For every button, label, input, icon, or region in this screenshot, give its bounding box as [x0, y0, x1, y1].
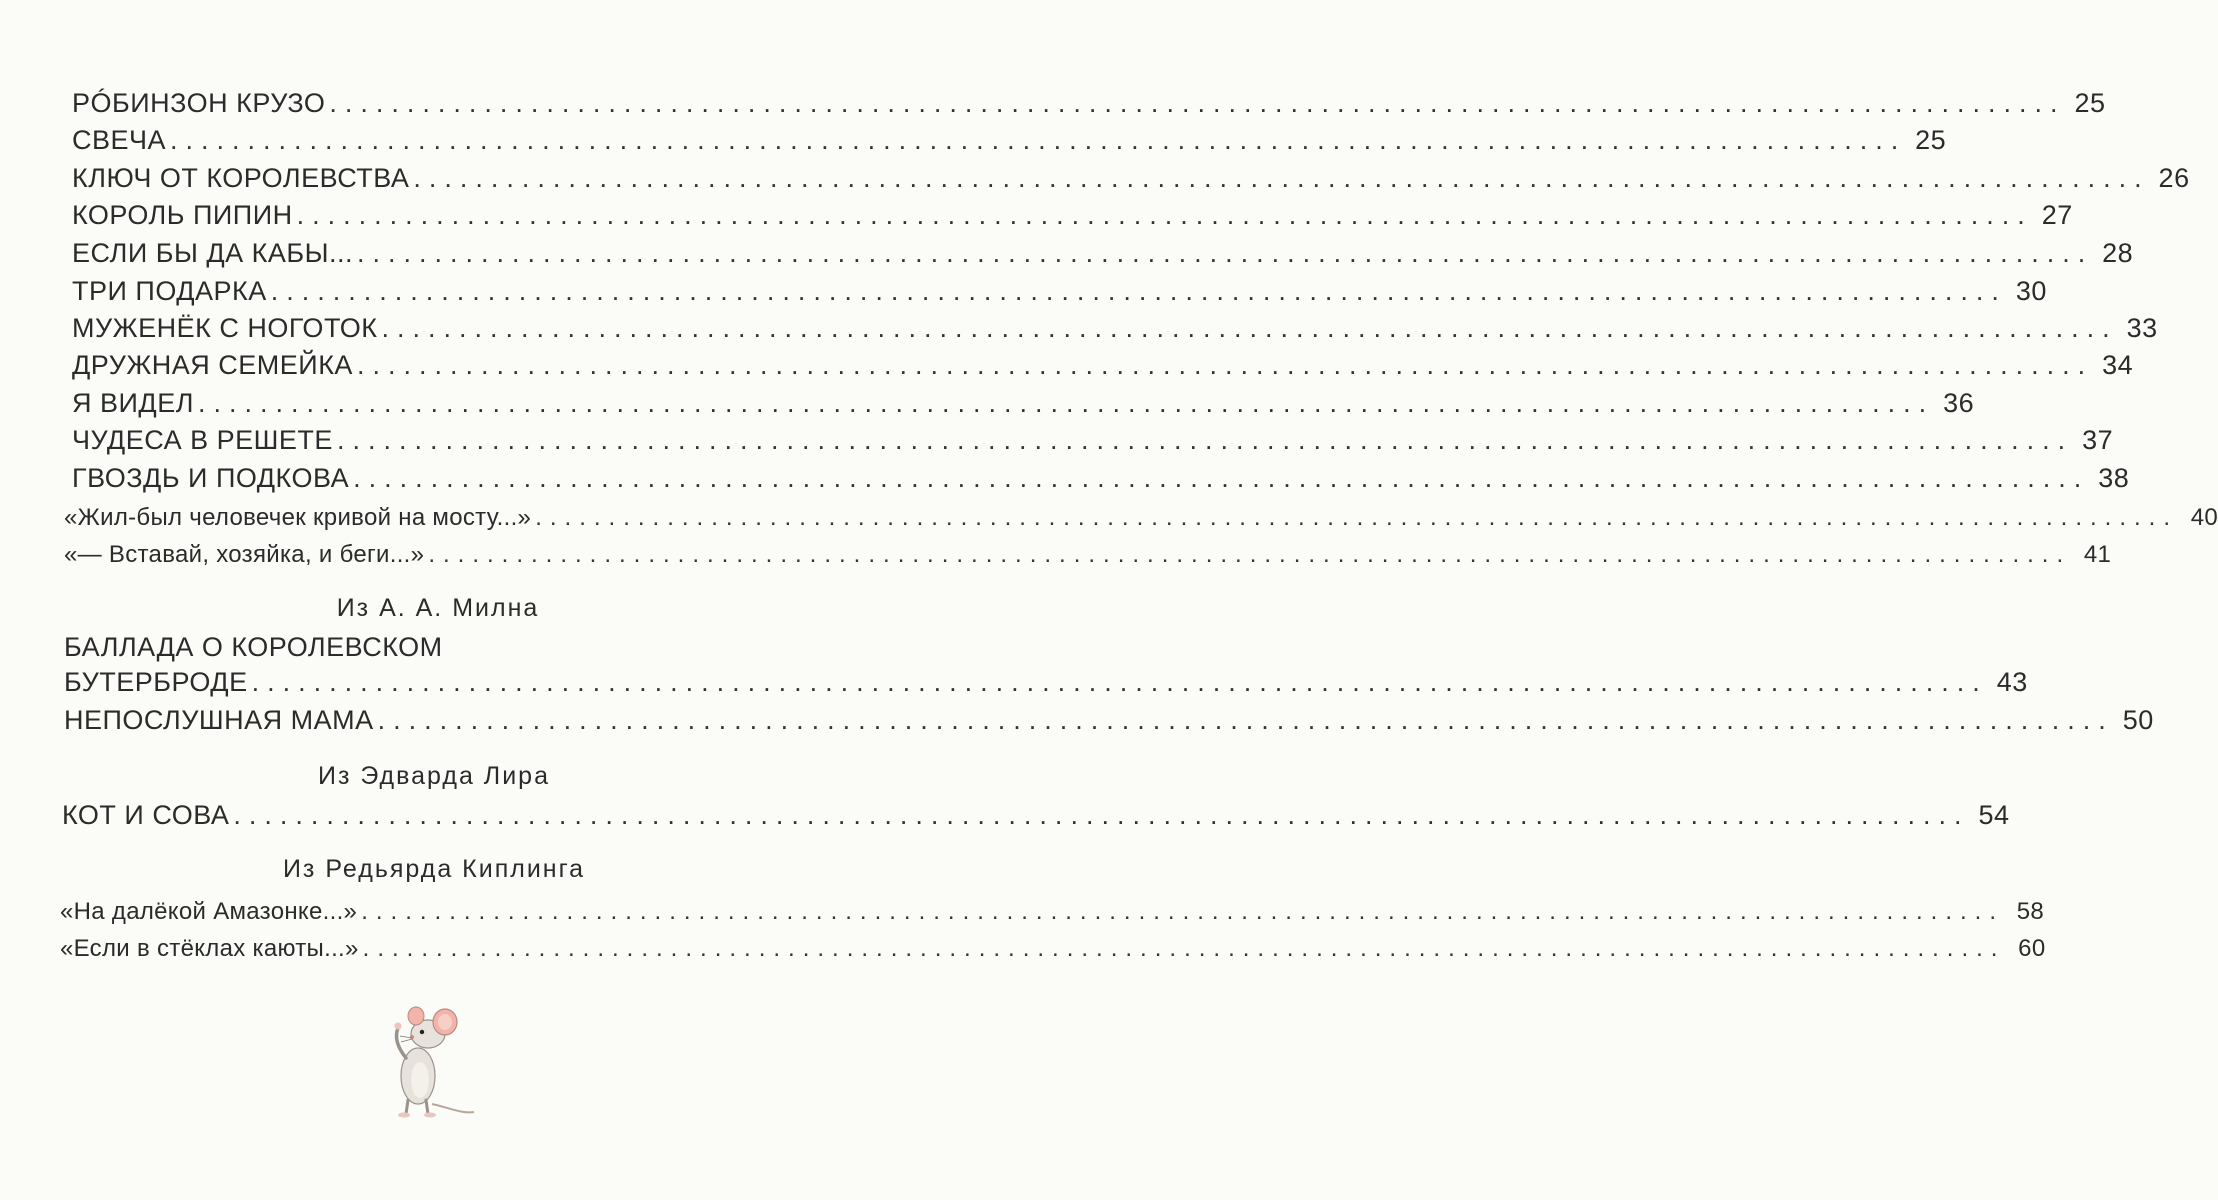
toc-entry-page: 38 — [2098, 463, 2130, 493]
toc-entry-title: КОТ И СОВА — [62, 800, 230, 830]
toc-entry-title: ЕСЛИ БЫ ДА КАБЫ... — [72, 238, 354, 268]
toc-entry-title: ТРИ ПОДАРКА — [72, 276, 267, 306]
dot-leader: ................................................................................................................ — [357, 238, 2094, 268]
toc-entry-title: НЕПОСЛУШНАЯ МАМА — [64, 705, 374, 735]
dot-leader: ................................................................................................................ — [270, 276, 2007, 306]
toc-entry — [60, 898, 2044, 926]
toc-entry-title: БУТЕРБРОДЕ — [64, 667, 248, 697]
toc-entry-title: ЧУДЕСА В РЕШЕТЕ — [72, 425, 333, 455]
dot-leader: ................................................................................................................ — [428, 541, 2072, 568]
dot-leader: ................................................................................................................ — [329, 88, 2066, 118]
toc-entry-page: 37 — [2082, 425, 2114, 455]
mouse-illustration — [370, 996, 480, 1121]
section-heading-lear: Из Эдварда Лира — [318, 762, 550, 790]
dot-leader: ................................................................................................................ — [336, 425, 2074, 455]
toc-entry-page: 28 — [2102, 238, 2134, 268]
dot-leader: ................................................................................................................ — [535, 504, 2179, 531]
toc-entry-page: 25 — [1915, 125, 1947, 155]
toc-entry — [72, 425, 2114, 456]
toc-entry-page: 33 — [2126, 313, 2158, 343]
toc-entry-title: ГВОЗДЬ И ПОДКОВА — [72, 463, 350, 493]
dot-leader: ................................................................................................................ — [361, 898, 2004, 925]
toc-entry-title: МУЖЕНЁК С НОГОТОК — [72, 313, 378, 343]
toc-entry — [72, 463, 2130, 494]
toc-entry — [72, 163, 2190, 194]
toc-entry-page: 30 — [2015, 276, 2047, 306]
dot-leader: ................................................................................................................ — [413, 163, 2150, 193]
toc-entry-title: «Если в стёклах каюты...» — [60, 935, 359, 962]
toc-entry — [64, 705, 2154, 736]
toc-entry-title: КОРОЛЬ ПИПИН — [72, 200, 293, 230]
toc-entry-title: КЛЮЧ ОТ КОРОЛЕВСТВА — [72, 163, 410, 193]
toc-entry-title: ДРУЖНАЯ СЕМЕЙКА — [72, 350, 353, 380]
dot-leader: ................................................................................................................ — [251, 667, 1988, 697]
dot-leader: ................................................................................................................ — [197, 388, 1935, 418]
dot-leader: ................................................................................................................ — [377, 705, 2114, 735]
dot-leader: ................................................................................................................ — [362, 935, 2006, 962]
toc-entry — [72, 125, 1947, 156]
toc-entry-page: 34 — [2102, 350, 2134, 380]
dot-leader: ................................................................................................................ — [356, 350, 2094, 380]
toc-entry — [72, 276, 2047, 307]
toc-entry — [72, 313, 2158, 344]
toc-entry — [64, 541, 2112, 569]
toc-entry — [72, 200, 2073, 231]
toc-entry-page: 60 — [2018, 935, 2046, 962]
toc-entry-title: СВЕЧА — [72, 125, 167, 155]
toc-entry-title-line1: БАЛЛАДА О КОРОЛЕВСКОМ — [64, 632, 443, 662]
section-heading-milne: Из А. А. Милна — [336, 594, 540, 622]
dot-leader: ................................................................................................................ — [353, 463, 2090, 493]
dot-leader: ................................................................................................................ — [233, 800, 1970, 830]
toc-entry — [64, 504, 2218, 532]
toc-entry-page: 58 — [2016, 898, 2044, 925]
toc-entry-page: 43 — [1996, 667, 2028, 697]
toc-entry-page: 26 — [2158, 163, 2190, 193]
section-heading-kipling: Из Редьярда Киплинга — [282, 855, 586, 883]
toc-entry-title: «На далёкой Амазонке...» — [60, 898, 358, 925]
toc-entry-title: «— Вставай, хозяйка, и беги...» — [64, 541, 425, 568]
toc-entry-page: 50 — [2122, 705, 2154, 735]
dot-leader: ................................................................................................................ — [296, 200, 2033, 230]
toc-entry-page: 25 — [2074, 88, 2106, 118]
dot-leader: ................................................................................................................ — [381, 313, 2118, 343]
toc-entry — [64, 667, 2028, 698]
toc-entry-page: 27 — [2041, 200, 2073, 230]
toc-entry-page: 40 — [2190, 504, 2218, 531]
toc-entry — [72, 88, 2106, 119]
toc-entry — [60, 935, 2046, 963]
toc-entry-page: 41 — [2083, 541, 2112, 568]
dot-leader: ................................................................................................................ — [170, 125, 1907, 155]
toc-entry-page: 36 — [1943, 388, 1975, 418]
toc-entry — [72, 388, 1975, 419]
toc-entry — [62, 800, 2010, 831]
toc-entry-title: Я ВИДЕЛ — [72, 388, 194, 418]
toc-entry — [72, 350, 2134, 381]
toc-entry-title: «Жил-был человечек кривой на мосту...» — [64, 504, 532, 531]
toc-entry-page: 54 — [1978, 800, 2010, 830]
toc-entry — [72, 238, 2134, 269]
toc-entry-title: РÓБИНЗОН КРУЗО — [72, 88, 326, 118]
